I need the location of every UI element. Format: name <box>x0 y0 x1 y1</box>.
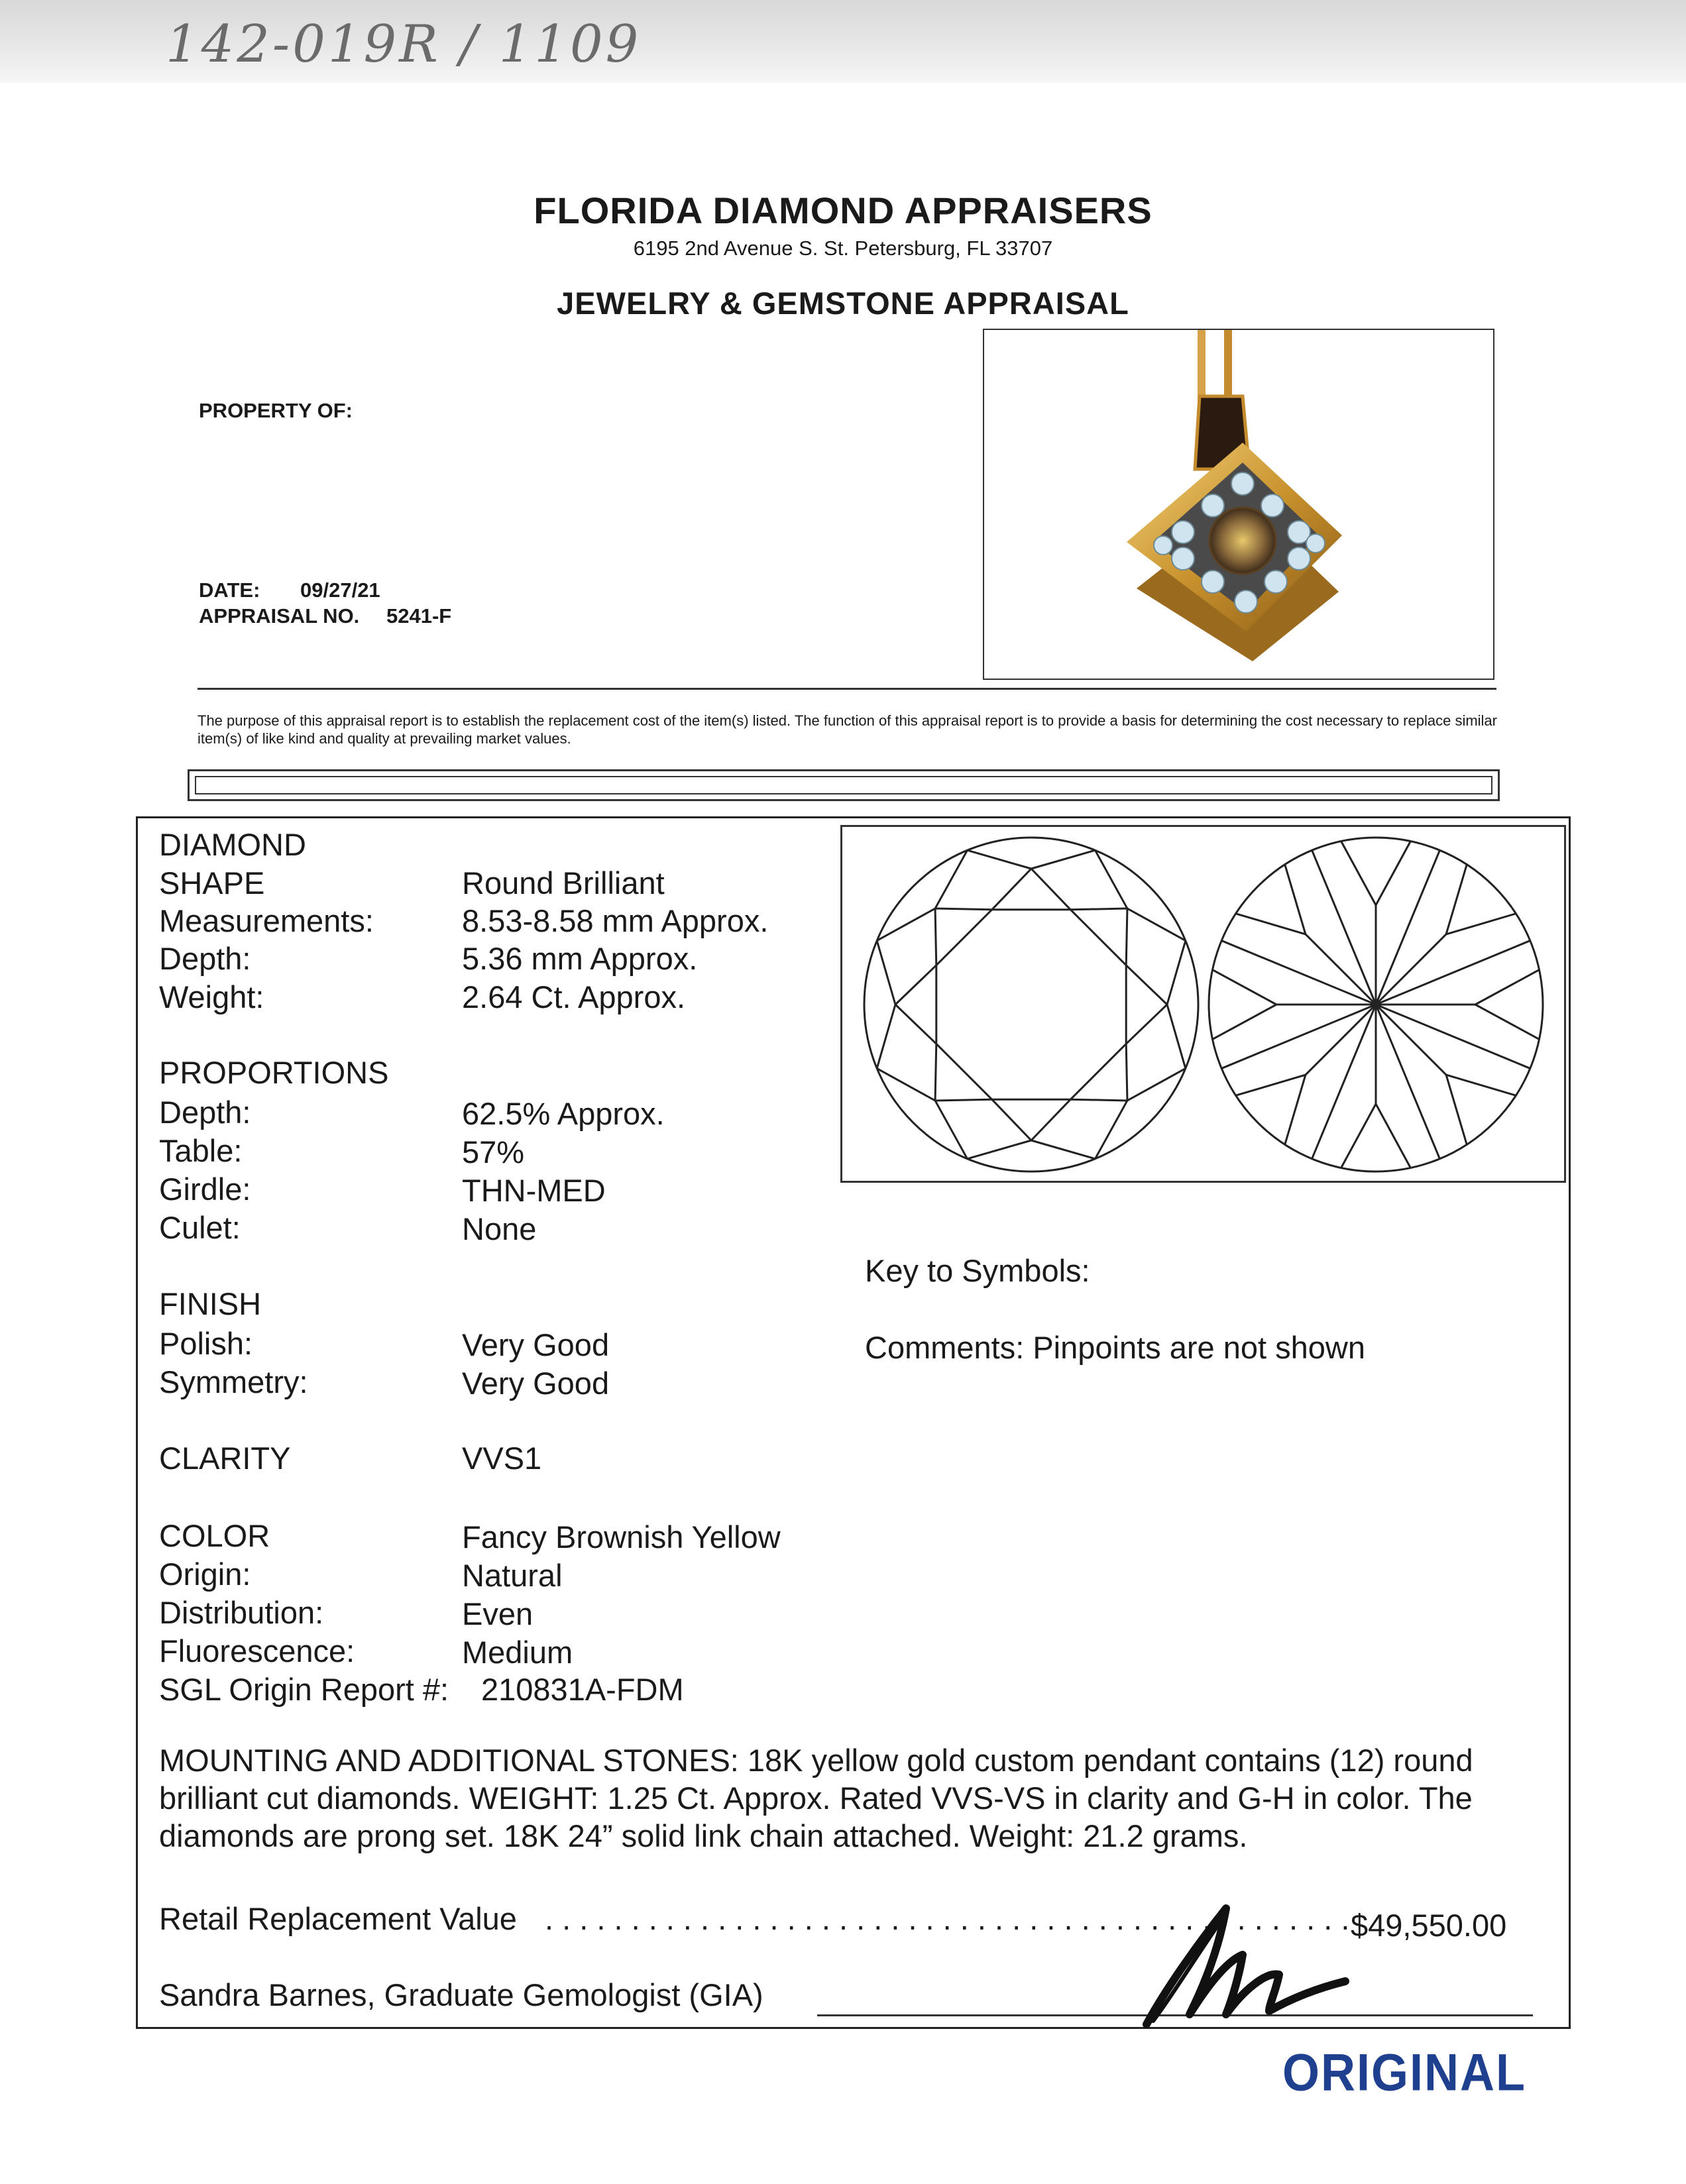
crown-outline <box>864 838 1198 1172</box>
document-title: JEWELRY & GEMSTONE APPRAISAL <box>557 286 1129 321</box>
comments: Comments: Pinpoints are not shown <box>865 1330 1365 1365</box>
pendant-photo <box>983 329 1494 680</box>
valuation-leader-dots: . . . . . . . . . . . . . . . . . . . . . . . . . . . . . . . . . . . . . . . . . . . . . . . <box>545 1901 1350 1936</box>
measurements-value: 8.53-8.58 mm Approx. <box>462 903 769 938</box>
date-value: 09/27/21 <box>300 578 380 602</box>
measurements-label: Measurements: <box>159 903 374 938</box>
symmetry-label: Symmetry: <box>159 1364 308 1399</box>
color-value: Fancy Brownish Yellow <box>462 1519 781 1555</box>
crown-table-octagon <box>936 910 1126 1099</box>
origin-report-value: 210831A-FDM <box>481 1672 684 1707</box>
table-value: 57% <box>462 1134 525 1170</box>
original-stamp: ORIGINAL <box>1282 2044 1526 2102</box>
pavilion-keel-line <box>1376 934 1446 1005</box>
crown-star-facet <box>992 869 1071 910</box>
pavilion-keel-line <box>1306 1005 1376 1075</box>
crown-upper-girdle-facet <box>1031 850 1095 869</box>
proportion-depth-label: Depth: <box>159 1095 251 1130</box>
crown-star-facet <box>1126 965 1167 1044</box>
pavilion-keel-line <box>1306 934 1376 1005</box>
valuation-label: Retail Replacement Value <box>159 1901 517 1936</box>
clarity-label: CLARITY <box>159 1441 291 1476</box>
signatory-name: Sandra Barnes, Graduate Gemologist (GIA) <box>159 1977 763 2012</box>
double-rule-box <box>188 769 1500 801</box>
crown-upper-girdle-facet <box>1167 1005 1186 1068</box>
depth-label: Depth: <box>159 941 251 976</box>
culet-value: None <box>462 1211 537 1246</box>
fluorescence-value: Medium <box>462 1635 573 1670</box>
origin-value: Natural <box>462 1558 563 1593</box>
valuation-value: $49,550.00 <box>1351 1908 1507 1943</box>
shape-label: SHAPE <box>159 865 265 901</box>
girdle-label: Girdle: <box>159 1172 251 1207</box>
table-label: Table: <box>159 1133 243 1168</box>
pavilion-lower-girdle-facet <box>1213 970 1276 1040</box>
firm-name: FLORIDA DIAMOND APPRAISERS <box>534 190 1152 231</box>
polish-value: Very Good <box>462 1327 610 1362</box>
crown-upper-girdle-facet <box>877 941 895 1005</box>
property-of-label: PROPERTY OF: <box>199 399 353 422</box>
mounting-description: MOUNTING AND ADDITIONAL STONES: 18K yellow gold custom pendant contains (12) round brilliant cut diamonds. WEIGHT: 1.25 Ct. Approx. Rated VVS-VS in clarity and G-H in color. The diamonds are prong set. 18K 24” solid link chain attached. Weight: 21.2 grams. <box>159 1743 1473 1853</box>
color-label: COLOR <box>159 1518 270 1553</box>
pavilion-lower-girdle-facet <box>1475 970 1539 1040</box>
distribution-label: Distribution: <box>159 1595 324 1630</box>
clarity-value: VVS1 <box>462 1441 542 1476</box>
pavilion-lower-girdle-facet <box>1341 1104 1411 1168</box>
origin-report-label: SGL Origin Report #: <box>159 1672 449 1707</box>
date-label: DATE: <box>199 578 260 602</box>
pavilion-lower-girdle-facet <box>1341 842 1411 905</box>
crown-upper-girdle-facet <box>968 850 1031 869</box>
key-to-symbols: Key to Symbols: <box>865 1253 1090 1288</box>
divider <box>197 688 1496 690</box>
depth-value: 5.36 mm Approx. <box>462 941 698 976</box>
diamond-heading: DIAMOND <box>159 827 306 862</box>
polish-label: Polish: <box>159 1326 253 1361</box>
purpose-statement: The purpose of this appraisal report is to establish the replacement cost of the item(s) listed. The function of this appraisal report is to provide a basis for determining the cost necessary to replace similar item(s) of like kind and quality at prevailing market values. <box>197 712 1497 747</box>
origin-label: Origin: <box>159 1556 251 1592</box>
crown-upper-girdle-facet <box>877 1005 895 1068</box>
weight-label: Weight: <box>159 979 264 1014</box>
pavilion-keel-line <box>1376 1005 1446 1075</box>
crown-upper-girdle-facet <box>1031 1140 1095 1159</box>
shape-value: Round Brilliant <box>462 865 665 901</box>
finish-heading: FINISH <box>159 1286 262 1321</box>
appraisal-number-label: APPRAISAL NO. <box>199 604 360 628</box>
appraisal-number-value: 5241-F <box>386 604 452 628</box>
fluorescence-label: Fluorescence: <box>159 1633 355 1668</box>
handwritten-file-number: 142-019R / 1109 <box>166 15 642 74</box>
proportion-depth-value: 62.5% Approx. <box>462 1096 665 1131</box>
firm-address: 6195 2nd Avenue S. St. Petersburg, FL 33707 <box>633 237 1053 260</box>
signature-mark <box>1127 1882 1365 2041</box>
crown-upper-girdle-facet <box>1167 941 1186 1005</box>
diamond-plot-diagram <box>840 825 1566 1183</box>
crown-star-facet <box>895 965 936 1044</box>
crown-star-facet <box>992 1099 1071 1140</box>
distribution-value: Even <box>462 1596 534 1631</box>
symmetry-value: Very Good <box>462 1366 610 1401</box>
crown-upper-girdle-facet <box>968 1140 1031 1159</box>
culet-label: Culet: <box>159 1210 241 1245</box>
proportions-heading: PROPORTIONS <box>159 1055 389 1090</box>
weight-value: 2.64 Ct. Approx. <box>462 979 686 1014</box>
girdle-value: THN-MED <box>462 1173 606 1208</box>
